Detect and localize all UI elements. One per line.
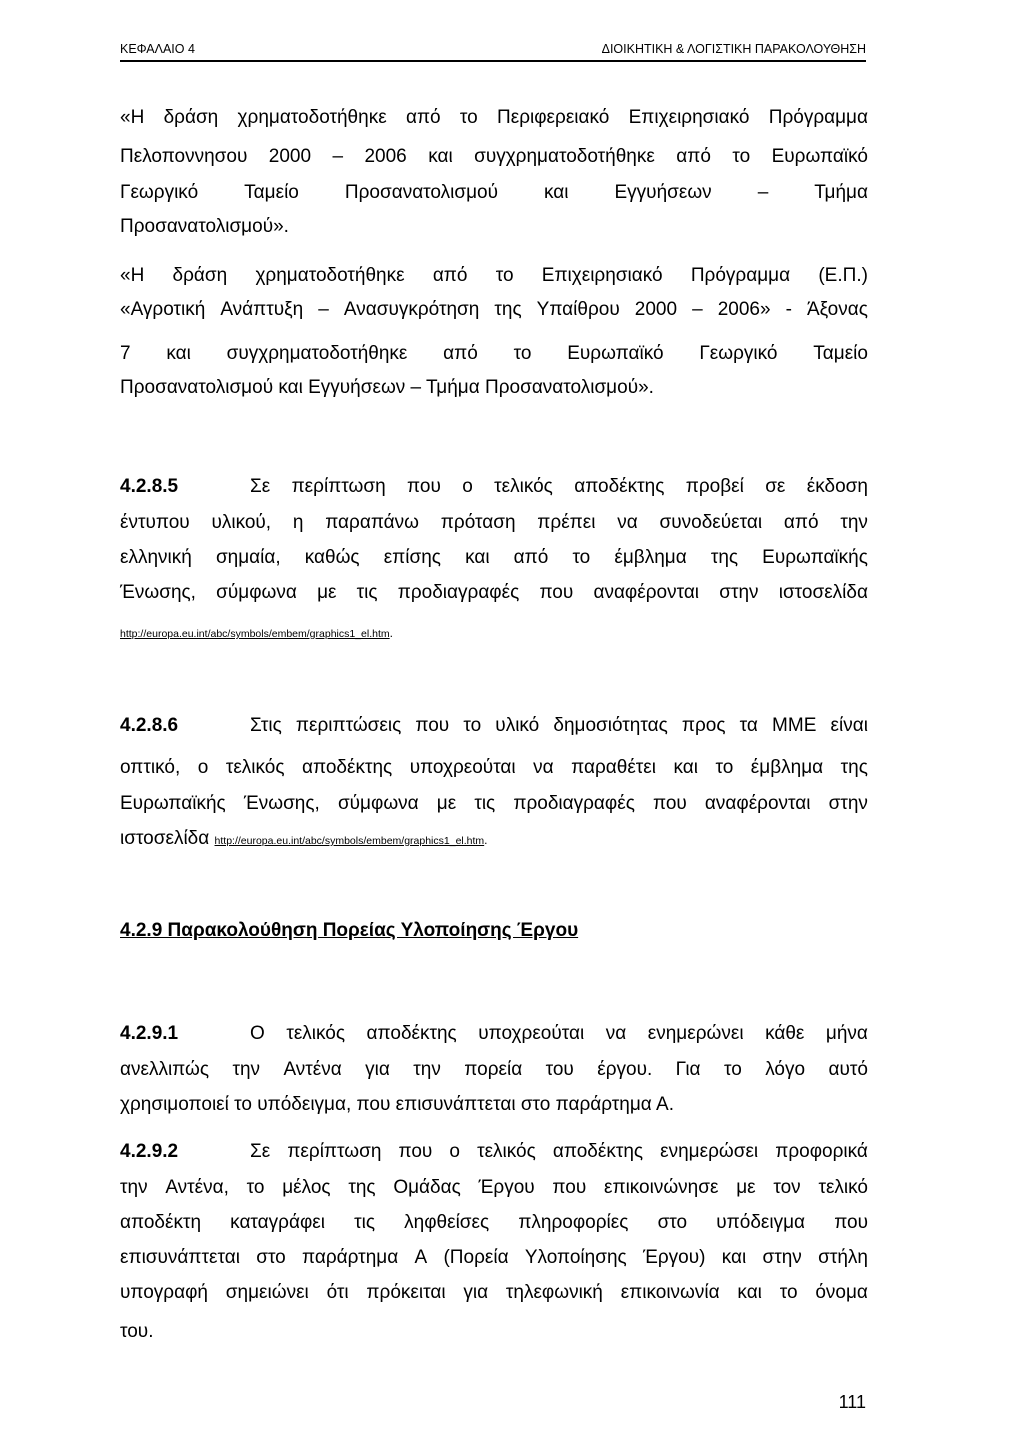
word: ΜΜΕ (772, 715, 817, 736)
word: και (166, 343, 191, 364)
word: Για (675, 1059, 701, 1080)
word: – (757, 182, 769, 203)
word: 2006 (364, 146, 407, 167)
text: . (484, 833, 488, 847)
word: παραθέτει (571, 757, 656, 778)
word: αποδέκτης (366, 1023, 457, 1044)
text (250, 1022, 868, 1046)
paragraph-line (120, 264, 868, 288)
word: στο (256, 1247, 286, 1268)
word: τελικός (477, 1141, 536, 1162)
word: τηλεφωνική (505, 1282, 603, 1303)
word: που (834, 1212, 868, 1233)
word: το (463, 715, 482, 736)
paragraph-line (120, 1320, 868, 1344)
word: καταγράφει (230, 1212, 325, 1233)
word: Σε (250, 1141, 271, 1162)
word: υλικού, (211, 512, 272, 533)
word: παράρτημα (302, 1247, 399, 1268)
word: για (463, 1282, 489, 1303)
word: ενημερώσει (660, 1141, 759, 1162)
word: (Ε.Π.) (818, 265, 868, 286)
word: έντυπου (120, 512, 190, 533)
word: το (723, 1059, 742, 1080)
word: προβεί (685, 476, 744, 497)
word: Άξονας (806, 299, 868, 320)
word: πληροφορίες (518, 1212, 629, 1233)
word: με (436, 793, 457, 814)
word: αναφέρονται (704, 793, 811, 814)
paragraph-line (120, 298, 868, 322)
word: δράση (172, 265, 228, 286)
word: υπογραφή (120, 1282, 208, 1303)
word: «Η (120, 107, 145, 128)
word: Στις (250, 715, 282, 736)
word: το (495, 265, 514, 286)
word: και (673, 757, 698, 778)
text (250, 1140, 868, 1164)
word: τις (474, 793, 496, 814)
word: αποδέκτη (120, 1212, 202, 1233)
word: και (465, 547, 490, 568)
word: στην (762, 1247, 802, 1268)
word: υλικό (495, 715, 540, 736)
word: τα (739, 715, 758, 736)
word: να (605, 1023, 627, 1044)
word: πρέπει (537, 512, 596, 533)
word: να (617, 512, 638, 533)
word: αποδέκτης (574, 476, 665, 497)
word: ότι (326, 1282, 349, 1303)
word: την (232, 1059, 261, 1080)
word: όνομα (815, 1282, 868, 1303)
word: σημαία, (215, 547, 281, 568)
word: περιπτώσεις (295, 715, 402, 736)
word: είναι (830, 715, 868, 736)
word: Υλοποίησης (524, 1247, 627, 1268)
word: που (398, 1141, 433, 1162)
paragraph-line (120, 1093, 868, 1117)
word: τον (773, 1177, 801, 1198)
word: λόγο (765, 1059, 806, 1080)
section-number: 4.2.8.5 (120, 476, 179, 497)
word: από (405, 107, 441, 128)
word: και (544, 182, 569, 203)
paragraph-line (120, 1211, 868, 1235)
word: Ομάδας (393, 1177, 461, 1198)
word: οπτικό, (120, 757, 181, 778)
word: Ευρωπαϊκό (567, 343, 664, 364)
word: το (572, 547, 591, 568)
word: Α (414, 1247, 428, 1268)
text: . (389, 626, 393, 640)
word: την (413, 1059, 441, 1080)
text (250, 475, 868, 499)
word: το (715, 757, 734, 778)
paragraph-line (120, 511, 868, 535)
word: Προσανατολισμού (344, 182, 498, 203)
word: χρηματοδοτήθηκε (255, 265, 405, 286)
word: έμβλημα (614, 547, 687, 568)
word: κάθε (765, 1023, 805, 1044)
text: χρησιμοποιεί το υπόδειγμα, που επισυνάπτεται στο παράρτημα Α. (120, 1094, 674, 1115)
word: ενημερώνει (647, 1023, 744, 1044)
word: προφορικά (775, 1141, 868, 1162)
word: να (533, 757, 554, 778)
word: «Η (120, 265, 145, 286)
word: προδιαγραφές (513, 793, 635, 814)
paragraph-line (120, 1058, 868, 1082)
word: Γεωργικό (120, 182, 199, 203)
word: η (292, 512, 304, 533)
word: της (348, 1177, 376, 1198)
word: της (710, 547, 739, 568)
word: 7 (120, 343, 131, 364)
text: Προσανατολισμού». (120, 216, 289, 237)
paragraph-line (120, 827, 868, 853)
word: στην (828, 793, 868, 814)
word: τις (354, 1212, 375, 1233)
europa-link[interactable]: http://europa.eu.int/abc/symbols/embem/graphics1_el.htm (214, 835, 485, 847)
word: ο (462, 476, 473, 497)
page-header (120, 40, 866, 62)
word: που (652, 793, 687, 814)
word: Επιχειρησιακό (628, 107, 750, 128)
word: Ανάπτυξη (220, 299, 304, 320)
word: με (736, 1177, 756, 1198)
word: τελικός (286, 1023, 346, 1044)
word: υποχρεούται (478, 1023, 585, 1044)
word: Αντένα (283, 1059, 342, 1080)
paragraph-line (120, 581, 868, 605)
word: και (428, 146, 453, 167)
word: επισυνάπτεται (120, 1247, 240, 1268)
word: το (732, 146, 751, 167)
word: υποχρεούται (409, 757, 516, 778)
word: που (407, 476, 441, 497)
paragraph-line (120, 376, 868, 400)
word: που (415, 715, 450, 736)
word: ο (449, 1141, 460, 1162)
word: καθώς (304, 547, 360, 568)
word: από (783, 512, 819, 533)
word: αυτό (828, 1059, 868, 1080)
word: της (494, 299, 522, 320)
word: Ανασυγκρότηση (343, 299, 480, 320)
word: επικοινωνία (620, 1282, 720, 1303)
word: συγχρηματοδοτήθηκε (474, 146, 655, 167)
word: 2006» (717, 299, 771, 320)
word: ιστοσελίδα (778, 582, 868, 603)
paragraph-line (120, 792, 868, 816)
word: Ο (250, 1023, 265, 1044)
section-title-header: ΔΙΟΙΚΗΤΙΚΗ & ΛΟΓΙΣΤΙΚΗ ΠΑΡΑΚΟΛΟΥΘΗΣΗ (601, 42, 866, 56)
word: ο (197, 757, 209, 778)
word: – (318, 299, 329, 320)
chapter-label: ΚΕΦΑΛΑΙΟ 4 (120, 42, 195, 56)
word: επικοινώνησε (603, 1177, 719, 1198)
word: 2000 (634, 299, 678, 320)
paragraph-line (120, 1176, 868, 1200)
word: μέλος (282, 1177, 331, 1198)
word: 2000 (268, 146, 312, 167)
word: το (513, 343, 532, 364)
word: έργου. (597, 1059, 653, 1080)
paragraph-line (120, 106, 868, 130)
word: - (785, 299, 792, 320)
word: Τμήμα (814, 182, 868, 203)
word: σε (765, 476, 786, 497)
word: Σε (250, 476, 271, 497)
word: συνοδεύεται (659, 512, 763, 533)
word: ληφθείσες (404, 1212, 490, 1233)
word: περίπτωση (287, 1141, 382, 1162)
word: Ένωσης, (243, 793, 320, 814)
word: προς (681, 715, 726, 736)
word: Ευρωπαϊκής (762, 547, 868, 568)
word: – (692, 299, 703, 320)
section-heading: 4.2.9 Παρακολούθηση Πορείας Υλοποίησης Έργου (120, 920, 579, 941)
paragraph-line (120, 620, 868, 646)
word: Ταμείο (244, 182, 299, 203)
word: στην (719, 582, 759, 603)
paragraph-line (120, 756, 868, 780)
word: ελληνική (120, 547, 192, 568)
word: τελικό (818, 1177, 868, 1198)
word: χρηματοδοτήθηκε (237, 107, 387, 128)
section-number: 4.2.8.6 (120, 715, 179, 736)
paragraph-line (120, 342, 868, 366)
word: αποδέκτης (302, 757, 393, 778)
word: Αντένα, (165, 1177, 229, 1198)
word: περίπτωση (291, 476, 386, 497)
word: πρόταση (440, 512, 516, 533)
word: Ταμείο (813, 343, 868, 364)
word: από (443, 343, 478, 364)
word: Πρόγραμμα (690, 265, 791, 286)
word: Πελοποννησου (120, 146, 248, 167)
word: Έργου) (642, 1247, 706, 1268)
word: μήνα (825, 1023, 868, 1044)
section-number: 4.2.9.2 (120, 1141, 179, 1162)
word: από (676, 146, 711, 167)
word: δράση (163, 107, 219, 128)
word: Ευρωπαϊκό (771, 146, 868, 167)
word: έκδοση (806, 476, 868, 497)
word: αναφέρονται (593, 582, 700, 603)
word: προδιαγραφές (397, 582, 520, 603)
text (250, 714, 868, 738)
word: πρόκειται (366, 1282, 446, 1303)
paragraph-line (120, 546, 868, 570)
word: αποδέκτης (552, 1141, 644, 1162)
word: για (365, 1059, 390, 1080)
word: του (545, 1059, 574, 1080)
word: το (246, 1177, 265, 1198)
word: Επιχειρησιακό (541, 265, 663, 286)
word: Έργου (478, 1177, 535, 1198)
word: – (332, 146, 344, 167)
word: Ένωσης, (120, 582, 196, 603)
word: έμβλημα (750, 757, 824, 778)
word: την (840, 512, 868, 533)
word: σημειώνει (225, 1282, 309, 1303)
paragraph-line (120, 1246, 868, 1270)
word: παραπάνω (325, 512, 419, 533)
word: και (721, 1247, 747, 1268)
word: στο (657, 1212, 688, 1233)
word: επίσης (383, 547, 441, 568)
word: και (737, 1282, 762, 1303)
paragraph-line (120, 145, 868, 169)
text: του. (120, 1321, 154, 1342)
word: συγχρηματοδοτήθηκε (226, 343, 408, 364)
paragraph-line (120, 181, 868, 205)
word: «Αγροτική (120, 299, 206, 320)
word: Πρόγραμμα (768, 107, 868, 128)
word: από (432, 265, 468, 286)
word: το (779, 1282, 798, 1303)
text: ιστοσελίδα (120, 828, 210, 849)
europa-link[interactable]: http://europa.eu.int/abc/symbols/embem/graphics1_el.htm (120, 628, 390, 640)
text: Προσανατολισμού και Εγγυήσεων – Τμήμα Προσανατολισμού». (120, 377, 654, 398)
word: σύμφωνα (216, 582, 297, 603)
page-number: 111 (838, 1392, 866, 1412)
word: τελικός (225, 757, 285, 778)
word: το (459, 107, 478, 128)
word: την (120, 1177, 148, 1198)
word: στήλη (818, 1247, 868, 1268)
word: Υπαίθρου (536, 299, 620, 320)
word: τελικός (494, 476, 553, 497)
word: από (513, 547, 549, 568)
word: σύμφωνα (337, 793, 419, 814)
word: Εγγυήσεων (614, 182, 712, 203)
word: που (539, 582, 574, 603)
word: δημοσιότητας (553, 715, 668, 736)
word: με (317, 582, 337, 603)
section-number: 4.2.9.1 (120, 1023, 179, 1044)
word: Ευρωπαϊκής (120, 793, 226, 814)
word: (Πορεία (443, 1247, 509, 1268)
word: Περιφερειακό (497, 107, 610, 128)
word: υπόδειγμα (716, 1212, 806, 1233)
word: που (552, 1177, 587, 1198)
word: της (840, 757, 868, 778)
paragraph-line (120, 1281, 868, 1305)
paragraph-line (120, 215, 868, 239)
word: πορεία (464, 1059, 523, 1080)
word: τις (356, 582, 378, 603)
word: Γεωργικό (699, 343, 778, 364)
word: ανελλιπώς (120, 1059, 210, 1080)
